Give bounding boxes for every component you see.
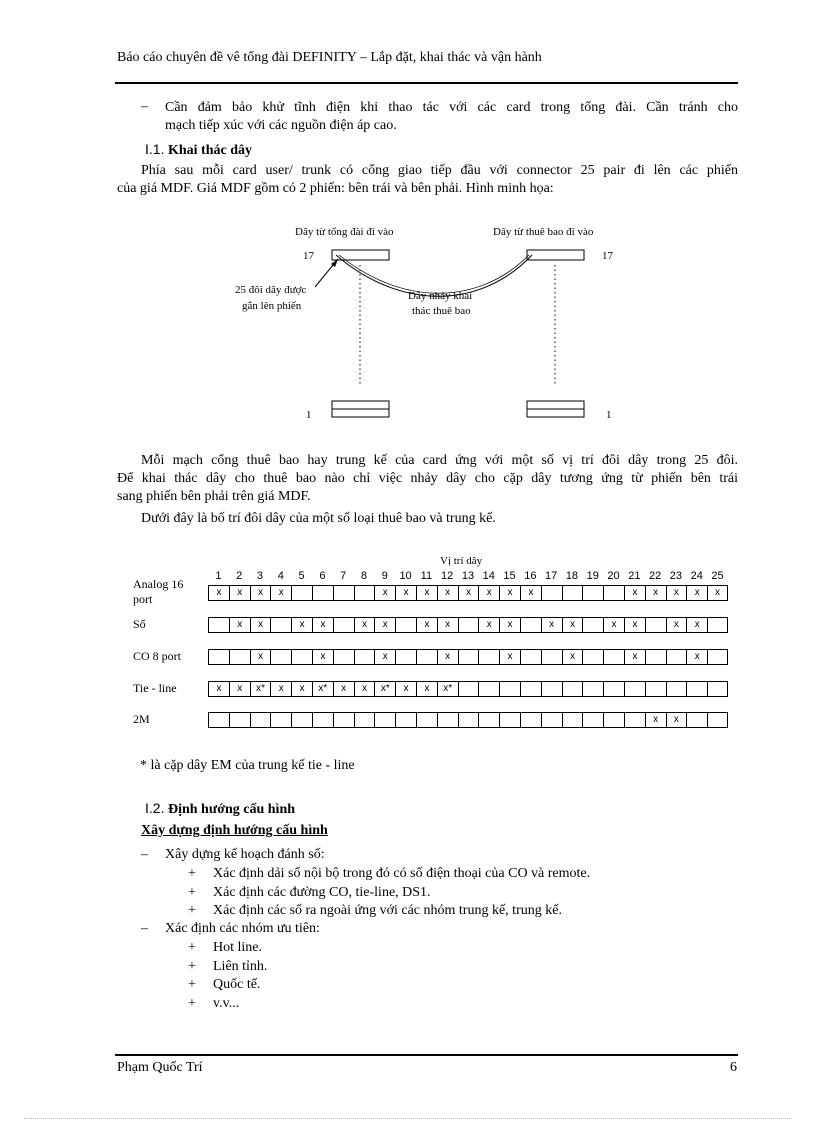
grid-cell: x [395,585,416,601]
grid-column-number: 9 [381,570,388,582]
para-2-line-3: sang phiến bên phải trên giá MDF. [117,489,311,504]
grid-cell: x [291,681,312,697]
list-item: Hot line. [213,940,262,955]
grid-cell: x [686,649,707,665]
grid-cell [562,681,583,697]
grid-cell [208,617,229,633]
grid-cell [354,649,375,665]
section-1-para-3: Dưới đây là bố trí đôi dây của một số loại thuê bao và trung kế. [141,511,496,526]
grid-row-label [133,577,183,607]
grid-cell: x [666,585,687,601]
grid-cell [478,681,499,697]
grid-row [208,712,728,728]
grid-cell [603,585,624,601]
para-2-line-2: Để khai thác dây cho thuê bao nào chỉ việc nhảy dây cho cặp dây tương ứng từ phiến bên trái [117,471,738,486]
grid-cell [437,712,458,728]
diagram-left-top-num: 17 [303,250,314,262]
grid-cell: x [312,649,333,665]
grid-column-number: 2 [236,570,243,582]
bullet-2-dash: – [141,921,148,936]
grid-cell: x [520,585,541,601]
grid-cell [374,712,395,728]
grid-cell: x [666,712,687,728]
grid-cell [354,712,375,728]
grid-cell [624,712,645,728]
grid-cell: x [208,585,229,601]
grid-cell [686,681,707,697]
intro-dash: – [141,99,148,114]
grid-cell: x [499,649,520,665]
grid-cell [520,649,541,665]
grid-cell [270,649,291,665]
section-1-para-2 [117,452,738,506]
grid-title: Vị trí dây [440,555,483,567]
header-rule [115,82,738,84]
grid-cell [603,649,624,665]
grid-column-number: 1 [215,570,222,582]
page-header: Báo cáo chuyên đề vê tổng đài DEFINITY – Lắp đặt, khai thác và vận hành [117,50,542,65]
grid-cell [645,681,666,697]
grid-cell [582,585,603,601]
grid-cell [624,681,645,697]
section-1-para-1 [117,162,738,198]
grid-cell: x [437,617,458,633]
footer-author: Phạm Quốc Trí [117,1060,203,1075]
page-bottom-dotted-edge [24,1118,792,1119]
grid-cell [458,617,479,633]
grid-cell: x [333,681,354,697]
grid-cell [458,712,479,728]
section-1-number: I.1. [145,141,165,157]
grid-cell: x [374,585,395,601]
grid-cell: x [562,617,583,633]
grid-cell [707,712,728,728]
diagram-jumper-line-inner [339,255,529,293]
plus-marker: + [188,884,196,900]
grid-row-label [133,712,150,727]
grid-row-label-line-1: CO 8 port [133,649,181,663]
grid-column-number: 8 [360,570,368,582]
grid-cell [562,585,583,601]
grid-cell: x [458,585,479,601]
diagram-annot-mid-1: Dây nhảy khai [408,290,473,302]
grid-cell: x [478,585,499,601]
grid-column-number: 15 [503,570,516,582]
grid-cell [333,585,354,601]
intro-line-2: mạch tiếp xúc với các nguồn điện áp cao. [165,118,397,133]
grid-cell: x [666,617,687,633]
intro-line-1: Cần đảm bảo khử tĩnh điện khi thao tác với các card trong tổng đài. Cần tránh cho [165,100,738,115]
list-item: Xác định các đường CO, tie-line, DS1. [213,884,431,900]
grid-column-number: 25 [711,570,724,582]
grid-cell: x [437,585,458,601]
grid-cell: x [416,617,437,633]
grid-cell: x* [312,681,333,697]
grid-cell [333,712,354,728]
grid-column-number: 22 [649,570,662,582]
grid-column-number: 6 [319,570,326,582]
diagram-left-bottom-num: 1 [306,409,312,421]
grid-cell: x [624,585,645,601]
grid-column-number: 4 [277,570,284,582]
grid-cell: x [250,617,271,633]
grid-cell [582,681,603,697]
plus-marker: + [188,995,196,1011]
diagram-annot-left-2: gắn lên phiến [242,300,302,312]
grid-column-number: 11 [420,570,433,582]
grid-row [208,649,728,665]
grid-cell [250,712,271,728]
grid-cell [582,617,603,633]
grid-row-label-line-1: Analog 16 [133,577,184,591]
grid-cell [666,649,687,665]
grid-row [208,585,728,601]
grid-cell [291,712,312,728]
mdf-diagram [220,215,640,430]
grid-cell [520,712,541,728]
plus-marker: + [188,977,196,992]
section-1-heading [145,141,252,159]
grid-cell [416,649,437,665]
grid-column-numbers [208,570,728,582]
grid-cell: x* [437,681,458,697]
diagram-right-top-num: 17 [602,250,613,262]
footer-rule [115,1054,738,1056]
grid-column-number: 23 [669,570,683,582]
grid-cell: x [499,585,520,601]
grid-cell: x [416,681,437,697]
grid-cell [582,712,603,728]
grid-cell: x [686,617,707,633]
grid-column-number: 24 [690,570,703,582]
grid-cell [541,649,562,665]
grid-cell [270,712,291,728]
grid-cell [645,617,666,633]
grid-column-number: 5 [298,570,305,582]
grid-row [208,617,728,633]
diagram-annot-left-1: 25 đôi dây được [235,284,307,296]
grid-column-number: 13 [461,570,475,582]
grid-column-number: 3 [256,570,264,582]
para-1-line-1: Phía sau mỗi card user/ trunk có cổng giao tiếp đầu với connector 25 pair đi lên các phiến [141,163,738,178]
grid-cell [312,712,333,728]
para-1-line-2: của giá MDF. Giá MDF gồm có 2 phiến: bên trái và bên phải. Hình minh họa: [117,181,554,196]
grid-cell [499,712,520,728]
grid-row-label [133,617,146,632]
grid-cell [208,649,229,665]
plus-marker: + [188,903,196,918]
grid-cell [291,585,312,601]
grid-cell: x [499,617,520,633]
plus-marker: + [188,940,196,955]
diagram-right-bottom-num: 1 [606,409,612,421]
grid-cell [666,681,687,697]
grid-column-number: 7 [340,570,347,582]
grid-cell [562,712,583,728]
diagram-annot-mid-2: thác thuê bao [412,305,471,317]
grid-column-number: 18 [565,570,579,582]
grid-cell: x [312,617,333,633]
grid-cell: x [270,681,291,697]
grid-cell [520,681,541,697]
grid-cell: x [229,617,250,633]
grid-cell: x [374,617,395,633]
grid-cell: x [645,585,666,601]
grid-cell [270,617,291,633]
grid-row-label-line-1: Số [133,617,146,631]
grid-row-label [133,649,181,664]
grid-row-label-line-1: Tie - line [133,681,177,695]
list-item: Xác định dải số nội bộ trong đó có số điện thoại của CO và remote. [213,866,591,881]
diagram-right-top-block [527,250,584,260]
grid-cell: x [270,585,291,601]
section-2-number: I.2. [145,800,165,816]
grid-cell: x [208,681,229,697]
grid-cell: x [395,681,416,697]
grid-cell [582,649,603,665]
grid-cell: x [541,617,562,633]
grid-cell: x [229,681,250,697]
diagram-left-bottom-block-a [332,401,389,409]
diagram-right-bottom-block-a [527,401,584,409]
intro-bullet-text [165,99,738,135]
grid-cell [291,649,312,665]
diagram-left-label: Dây từ tổng đài đi vào [295,226,394,238]
grid-column-number: 17 [545,570,558,582]
grid-cell: x* [374,681,395,697]
grid-cell [707,649,728,665]
grid-column-number: 10 [399,570,412,582]
grid-cell: x [354,681,375,697]
section-2-subtitle: Xây dựng định hướng cấu hình [141,823,328,838]
grid-cell [333,649,354,665]
grid-cell [416,712,437,728]
bullet-1-dash: – [141,847,148,862]
footer-page-number: 6 [730,1060,737,1075]
grid-cell: x [478,617,499,633]
grid-cell: x* [250,681,271,697]
grid-cell: x [229,585,250,601]
grid-column-number: 14 [482,570,495,582]
section-2-heading [145,800,295,818]
list-item: v.v... [213,995,240,1011]
grid-cell [333,617,354,633]
section-2-title: Định hướng cấu hình [167,802,296,817]
grid-cell [354,585,375,601]
grid-cell: x [354,617,375,633]
grid-cell: x [374,649,395,665]
diagram-left-bottom-block-b [332,409,389,417]
grid-cell: x [603,617,624,633]
grid-row-label-line-2: port [133,592,153,606]
bullet-2-text: Xác định các nhóm ưu tiên: [165,921,320,936]
grid-row-label [133,681,177,696]
grid-cell [208,712,229,728]
grid-cell [686,712,707,728]
section-1-title: Khai thác dây [167,143,252,158]
grid-cell: x [562,649,583,665]
grid-cell: x [416,585,437,601]
grid-cell [395,617,416,633]
grid-cell: x [624,649,645,665]
grid-row-label-line-1: 2M [133,712,150,726]
grid-column-number: 16 [524,570,537,582]
grid-cell [499,681,520,697]
grid-cell: x [707,585,728,601]
grid-cell [478,712,499,728]
plus-marker: + [188,866,196,881]
grid-cell [603,681,624,697]
grid-cell [541,681,562,697]
plus-marker: + [188,958,196,974]
grid-cell [312,585,333,601]
diagram-right-bottom-block-b [527,409,584,417]
grid-cell [458,681,479,697]
grid-column-number: 19 [586,570,599,582]
bullet-1-text: Xây dựng kế hoạch đánh số: [165,847,325,862]
para-2-line-1: Mỗi mạch cổng thuê bao hay trung kế của card ứng với một số vị trí đôi dây trong 25 đôi. [141,453,738,468]
grid-cell [707,617,728,633]
grid-row [208,681,728,697]
list-item: Xác định các số ra ngoài ứng với các nhóm trung kế, trung kế. [213,903,562,918]
grid-cell [229,649,250,665]
grid-cell: x [250,585,271,601]
grid-cell [229,712,250,728]
grid-cell: x [250,649,271,665]
list-item: Quốc tế. [213,977,261,992]
grid-cell [520,617,541,633]
grid-note: * là cặp dây EM của trung kế tie - line [140,758,355,773]
list-item: Liên tỉnh. [213,958,268,974]
diagram-right-label: Dây từ thuê bao đi vào [493,226,594,238]
grid-column-number: 12 [441,570,454,582]
grid-cell: x [437,649,458,665]
grid-cell [478,649,499,665]
grid-cell: x [291,617,312,633]
grid-cell [645,649,666,665]
grid-column-number: 21 [628,570,641,582]
grid-cell: x [686,585,707,601]
grid-cell [541,712,562,728]
grid-cell: x [645,712,666,728]
grid-cell [541,585,562,601]
grid-cell [395,649,416,665]
grid-cell [603,712,624,728]
grid-cell [395,712,416,728]
grid-cell [458,649,479,665]
grid-cell: x [624,617,645,633]
grid-cell [707,681,728,697]
grid-column-number: 20 [607,570,620,582]
